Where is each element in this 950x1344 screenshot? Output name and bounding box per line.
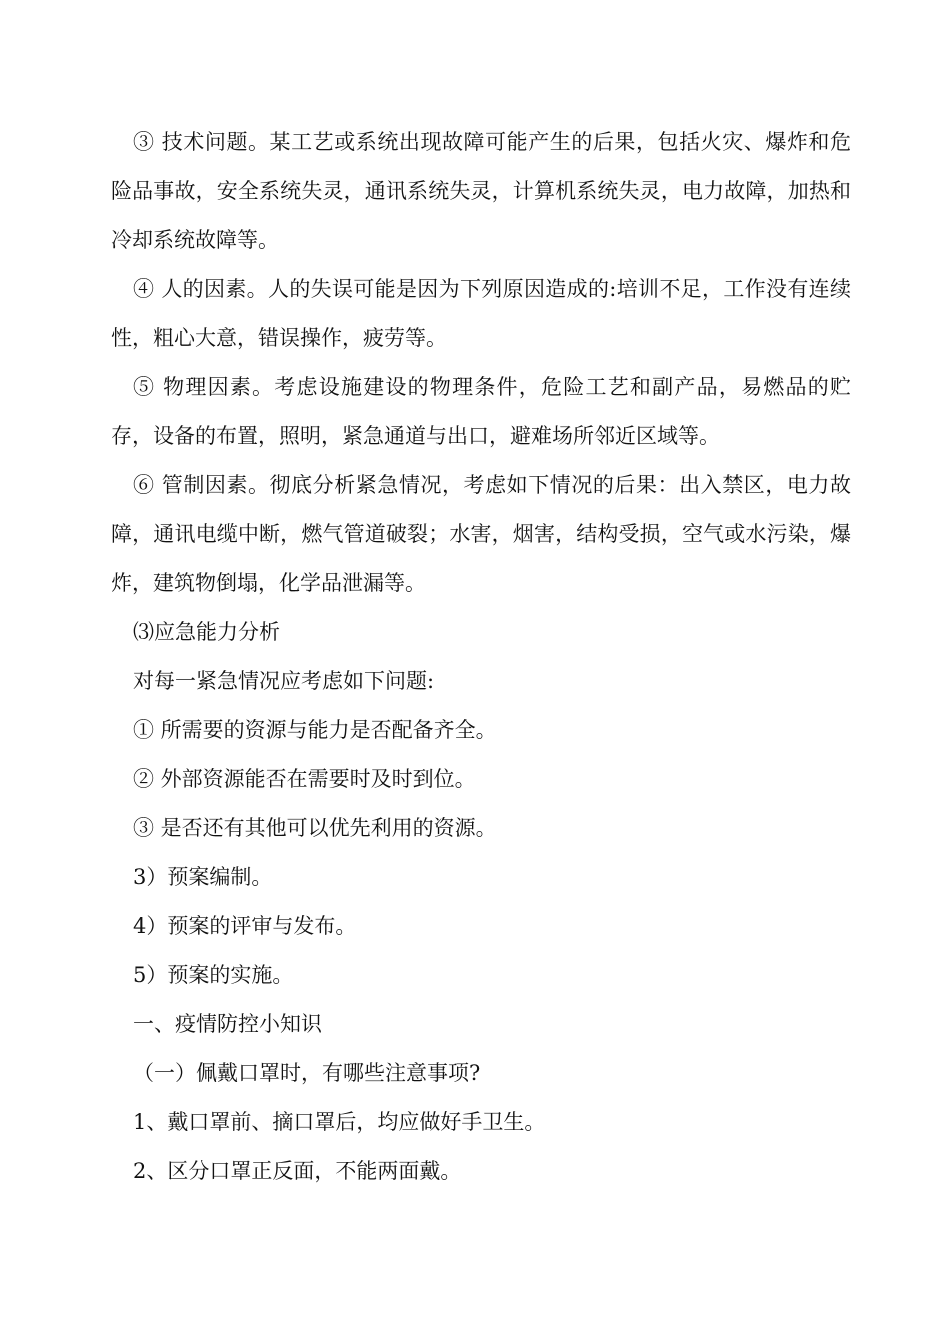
step-plan-implementation: 5）预案的实施。 [133,963,294,987]
list-item-other-resources: ③ 是否还有其他可以优先利用的资源。 [133,816,497,840]
list-item-external-resources: ② 外部资源能否在需要时及时到位。 [133,767,476,791]
heading-emergency-capability: ⑶应急能力分析 [133,620,280,644]
document-body [111,118,851,1196]
list-item-hand-hygiene: 1、戴口罩前、摘口罩后，均应做好手卫生。 [133,1110,546,1134]
paragraph-physical-factors: ⑤ 物理因素。考虑设施建设的物理条件，危险工艺和副产品，易燃品的贮存，设备的布置，照明，紧急通道与出口，避难场所邻近区域等。 [111,375,851,448]
paragraph-regulatory-factors: ⑥ 管制因素。彻底分析紧急情况，考虑如下情况的后果：出入禁区，电力故障，通讯电缆中断，燃气管道破裂；水害，烟害，结构受损，空气或水污染，爆炸，建筑物倒塌，化学品泄漏等。 [111,473,851,595]
list-item-mask-sides: 2、区分口罩正反面，不能两面戴。 [133,1159,462,1183]
subheading-mask-notes: （一）佩戴口罩时，有哪些注意事项? [133,1061,481,1085]
step-plan-review: 4）预案的评审与发布。 [133,914,357,938]
list-item-resources: ① 所需要的资源与能力是否配备齐全。 [133,718,497,742]
paragraph-questions-intro: 对每一紧急情况应考虑如下问题: [133,669,435,693]
paragraph-technical-issues: ③ 技术问题。某工艺或系统出现故障可能产生的后果，包括火灾、爆炸和危险品事故，安全系统失灵，通讯系统失灵，计算机系统失灵，电力故障，加热和冷却系统故障等。 [111,130,851,252]
step-plan-compilation: 3）预案编制。 [133,865,273,889]
paragraph-human-factors: ④ 人的因素。人的失误可能是因为下列原因造成的:培训不足，工作没有连续性，粗心大意，错误操作，疲劳等。 [111,277,851,350]
heading-epidemic-knowledge: 一、疫情防控小知识 [133,1012,322,1036]
